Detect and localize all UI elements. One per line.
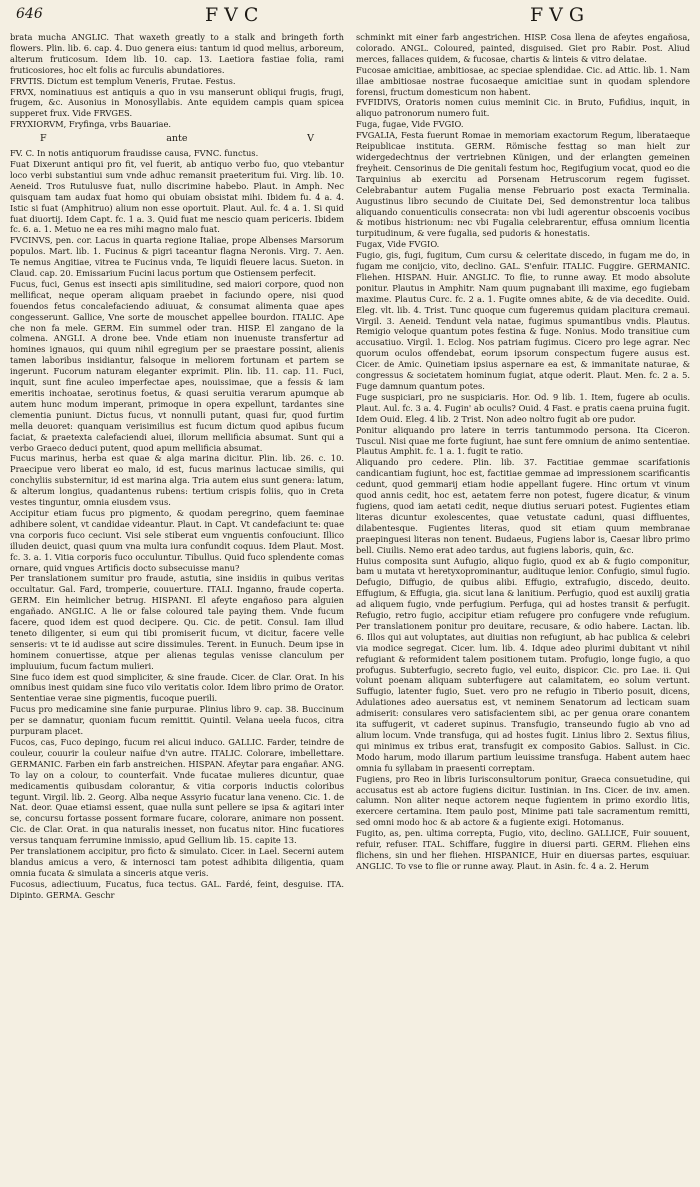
entry: Fuge suspiciari, pro ne suspiciaris. Hor. Od. 9 lib. 1. Item, fugere ab oculis. Plaut. Aul. fc. 3 a. 4. Fugin' ab oculis? Ouid. 4 Fast. e pratis caena pruina fugit. Idem Ouid. Eleg. 4 lib. 2 Trist. Non adeo noltro fugit ab ore pudor. <box>356 391 690 424</box>
entry: FVCINVS, pen. cor. Lacus in quarta regione Italiae, prope Albenses Marsorum populos. Mart. lib. 1. Fucinus & pigri taceantur flagna Neronis. Virg. 7. Aen. Te nemus Angitiae, vitrea te Fucinus vnda, Te liquidi fleuere lacus. Sueton. in Claud. cap. 20. Emissarium Fucini lacus portum que Ostiensem perfecit. <box>10 235 344 279</box>
entry: FVFIDIVS, Oratoris nomen cuius meminit Cic. in Bruto, Fufidius, inquit, in aliquo patronorum numero fuit. <box>356 97 690 119</box>
two-column-body <box>10 32 690 901</box>
right-column <box>356 32 690 901</box>
entry: Aliquando pro cedere. Plin. lib. 37. Factitiae gemmae scarifationis candicantiam fugiunt, hoc est, factitiae gemmae ad impressionem scarificantis cedunt, quod gemmarij etiam hodie appellant fugere. Hinc ortum vt vinum quod annis cedit, hoc est, aetatem ferre non potest, fugere dicatur, & vinum fugiens, quod iam aetati cedit, neque diutius seruari potest. Fugientes etiam literas dicuntur exolescentes, quae vetustate caduni, quasi diffluentes, dilabentesque. Fugientes literas, quod sit etiam quum membranae praepinguesi literas non tenent. Budaeus, Fugiens labor is, Caesar libro primo bell. Ciuilis. Nemo erat adeo tardus, aut fugiens laboris, quin, &c. <box>356 457 690 555</box>
page-header <box>10 6 690 28</box>
section-letter-right: V <box>307 133 314 145</box>
entry: Fucosae amicitiae, ambitiosae, ac speciae splendidae. Cic. ad Attic. lib. 1. Nam illae ambitiosae nostrae fucosaeque amicitiae sunt in quodam splendore forensi, fructum domesticum non habent. <box>356 64 690 97</box>
right-running-head: FVG <box>530 4 591 26</box>
entry: Huius composita sunt Aufugio, aliquo fugio, quod ex ab & fugio componitur, bam u mutata vt heretyxoprominantur, audituque lenior. Confugio, simul fugio. Defugio, Diffugio, de quibus alibi. Effugio, extrafugio, discedo, deuito. Effugium, & Effugia, gia. sicut lana & lanitium. Perfugio, quod est auxilij gratia ad aliquem fugio, vnde perfugium. Perfuga, qui ad hostes transit & perfugit. Refugio, retro fugio, accipitur etiam refugere pro confugere vnde refugium. Per translationem ponitur pro deuitare, recusare, & odio habere. Lactan. lib. 6. Illos qui aut voluptates, aut diuitias non refugiunt, ab hac publica & celebri via modice segregat. Cicer. lum. lib. 4. Idque adeo plurimi dubitant vt nihil refugiant & reformident talem positionem tutam. Profugio, longe fugio, a quo profugus. Subterfugio, secreto fugio, vel euito, dispicor. Cic. pro Lae. ii. Qui volunt poenam aliquam subterfugere aut calamitatem, eo solum vertunt. Suffugio, latenter fugio, Suet. vero pro ne refugio in Tiberio posuit, dicens, Adulationes adeo auersatus est, vt neminem Senatorum ad lecticam suam admiserit: consulares vero satisfacientem sibi, ac per genua orare conantem ita suffugerit, vt caderet supinus. Transfugio, transeundo fugio ab vno ad alium locum. Vnde transfuga, qui ad hostes fugit. Linius libro 2. Sextus filius, qui minimus ex tribus erat, transfugit ex composito Gabios. Sallust. in Cic. Modo harum, modo illarum partium leuissime transfuga. Habent autem haec omnia fu syllabam in praesenti correptam. <box>356 555 690 773</box>
entry: Fucus, fuci, Genus est insecti apis similitudine, sed maiori corpore, quod non mellificat, neque operam aliquam praebet in faciundo opere, nisi quod fouendos fetus concalefaciendo adiuuat, & consumat alimenta quae apes congesserunt. Gallice, Vne sorte de mouschet appellee bourdon. ITALIC. Ape che non fa mele. GERM. Ein summel oder tran. HISP. El zangano de la colmena. ANGLI. A drone bee. Vnde etiam non inuenuste transfertur ad homines ignauos, qui quum nihil egregium per se praestare possint, alienis tamen laboribus insidiantur, falsoque in meliorem fortunam et partem se ingerunt. Fucorum naturam eleganter exprimit. Plin. lib. 11. cap. 11. Fuci, inquit, sunt fine aculeo imperfectae apes, nouissimae, que a fessis & iam emeritis inchoatae, serotinus foetus, & quasi seruitia verarum apumque ab autem hunc modum imperant, primoque in opera expellunt, tardantes sine clementia puniunt. Dictus fucus, vt nonnulli putant, quasi fur, quod furtim mella deuoret: quanquam verisimilius est fucum dictum quod apibus fucum faciat, & praetexta calefaciendi aluei, illorum mellificia absumat. Sunt qui a verbo Graeco deduci putent, quod apum mellificia absumat. <box>10 278 344 453</box>
entry: Fugiens, pro Reo in libris Iurisconsultorum ponitur, Graeca consuetudine, qui accusatus est ab actore fugiens dicitur. Iustinian. in Ins. Cicer. de inv. amen. calumn. Non aliter neque actorem neque fugientem in primo exordio litis, exercere certamina. Item paulo post, Minime pati tale sacramentum remitti, sed omni modo hoc & ab actore & a fugiente exigi. Hotomanus. <box>356 773 690 828</box>
entry: Fucus pro medicamine sine fanie purpurae. Plinius libro 9. cap. 38. Buccinum per se damnatur, quoniam fucum remittit. Quintil. Velana ueela fucos, citra purpuram placet. <box>10 704 344 737</box>
entry: Per translationem sumitur pro fraude, astutia, sine insidiis in quibus veritas occultatur. Gal. Fard, tromperie, couuerture. ITALI. Inganno, fraude coperta. GERM. Ein heimlicher betrug. HISPANI. El afeyte engañoso para alguien engañado. ANGLIC. A lie or false coloured tale paying them. Vnde fucum facere, quod idem est quod decipere. Qu. Cic. de petit. Consul. Iam illud teneto diligenter, si eum qui tibi promiserit fucum, vt dicitur, facere velle senseris: vt te id audisse aut scire dissimules. Terent. in Eunuch. Deum ipse in hominem conuertisse, atque per alienas tegulas venisse clanculum per impluuium, fucum factum mulieri. <box>10 573 344 671</box>
entry: Fugax, Vide FVGIO. <box>356 239 440 250</box>
entry: FVGALIA, Festa fuerunt Romae in memoriam exactorum Regum, liberataeque Reipublicae instituta. GERM. Römische festtag so man hielt zur widergedechtnus der vertriebnen Künigen, und der erlangten gemeinen freyheit. Censorinus de Die genitali festum hoc, Regifugium vocat, quod eo die Tarquinius ab exercitu ad Porsenam Hetruscorum regem fugisset. Celebrabantur autem Fugalia mense Februario post exacta Terminalia. Augustinus libro secundo de Ciuitate Dei, Sed demonstrentur loca talibus aliquando conuenticulis consecrata: non vbi ludi agerentur obscoenis vocibus & motibus histrionum: nec vbi Fugalia celebrarentur, effusa omnium licentia turpitudinum, & vere fugalia, sed pudoris & honestatis. <box>356 130 690 239</box>
section-ante: ante <box>166 133 188 145</box>
section-divider <box>10 134 344 145</box>
entry: Fugio, gis, fugi, fugitum, Cum cursu & celeritate discedo, in fugam me do, in fugam me conijcio, vito, declino. GAL. S'enfuir. ITALIC. Fuggire. GERMANIC. Fliehen. HISPAN. Huir. ANGLIC. To flie, to runne away. Et modo absolute ponitur. Plautus in Amphitr. Nam quum pugnabant illi maxime, ego fugiebam maxime. Plautus Curc. fc. 2 a. 1. Fugite omnes abite, & de via decedite. Ouid. Eleg. vlt. lib. 4. Trist. Tunc quoque cum fugeremus quidam placitura cremaui. Virgil. 3. Aeneid. Tendunt vela natae, fugimus spumantibus vndis. Plautus. Remigio veloque quantum potes festina & fuge. Nonius. Modo transitiue cum accusatiuo. Virgil. 1. Eclog. Nos patriam fugimus. Cicero pro lege agrar. Nec quorum oculos offendebat, eorum ipsorum conspectum fugere ausus est. Cicer. de Amic. Quinetiam ipsius aspernare ea est, & immanitate naturae, & congressus & societatem hominum fugiat, atque oderit. Plaut. Men. fc. 2 a. 5. Fuge damnum quantum potes. <box>356 250 690 391</box>
left-column <box>10 32 344 901</box>
entry: FRYXIORVM, Fryfinga, vrbs Bauariae. <box>10 119 172 130</box>
entry: Fucus marinus, herba est quae & alga marina dicitur. Plin. lib. 26. c. 10. Praecipue vero liberat eo malo, id est, fucus marinus lactucae similis, qui conchyliis substernitur, id est marina alga. Tria autem eius sunt genera: latum, & alterum longius, quadantenus rubens: tertium crispis foliis, quo in Creta vestes tinguntur, omnia eiusdem vsus. <box>10 453 344 508</box>
entry: Fucos, cas, Fuco depingo, fucum rei alicui induco. GALLIC. Farder, teindre de couleur, couurir la couleur naifue d'vn autre. ITALIC. Colorare, imbellettare. GERMANIC. Farben ein farb anstreichen. HISPAN. Afeytar para engañar. ANG. To lay on a colour, to counterfait. Vnde fucatae mulieres dicuntur, quae medicamentis quibusdam colorantur, & vitia corporis inductis coloribus tegunt. Virgil. lib. 2. Georg. Alba neque Assyrio fucatur lana veneno. Cic. 1. de Nat. deor. Quae etiamsi essent, quae nulla sunt pellere se ipsa & agitari inter se, concursu fortasse possent formare fucare, colorare, animare non possent. Cic. de Clar. Orat. in qua naturalis inesset, non fucatus nitor. Hinc fucatiores versus tanquam ferrumine inmissio, apud Gellium lib. 15. capite 13. <box>10 737 344 846</box>
entry: schminkt mit einer farb angestrichen. HISP. Cosa llena de afeytes engañosa, colorado. ANGL. Coloured, painted, disguised. Giet pro Rabir. Post. Aliud merces, fallaces quidem, & fucosae, chartis & linteis & vitro delatae. <box>356 32 690 64</box>
entry: FV. C. In notis antiquorum fraudisse causa, FVNC. functus. <box>10 148 259 159</box>
page-number: 646 <box>16 6 43 22</box>
section-letter-left: F <box>40 133 47 145</box>
entry: Accipitur etiam fucus pro pigmento, & quodam peregrino, quem faeminae adhibere solent, vt candidae videantur. Plaut. in Capt. Vt candefaciunt te: quae vna corporis fuco ceciunt. Visi sele stiberat eum vnguentis confouciunt. Illico illuden deuict, quasi quum vna multa iura confundit coquus. Idem Plaut. Most. fc. 3. a. 1. Vitia corporis fuco occuluntur. Tibullus. Quid fuco splendente comas ornare, quid vngues Artificis docto subsecuisse manu? <box>10 507 344 573</box>
entry: Per translationem accipitur, pro ficto & simulato. Cicer. in Lael. Secerni autem blandus amicus a vero, & internosci tam potest adhibita diligentia, quam omnia fucata & simulata a sinceris atque veris. <box>10 846 344 878</box>
entry: Sine fuco idem est quod simpliciter, & sine fraude. Cicer. de Clar. Orat. In his omnibus inest quidam sine fuco vilo veritatis color. Idem libro primo de Orator. Sententiae verae sine pigmentis, fucoque puerili. <box>10 671 344 704</box>
entry: Fucosus, adiectiuum, Fucatus, fuca tectus. GAL. Fardé, feint, desguise. ITA. Dipinto. GERMA. Geschr <box>10 878 344 900</box>
entry: Fuat Dixerunt antiqui pro fit, vel fuerit, ab antiquo verbo fuo, quo vtebantur loco verbi substantiui sum vnde adhuc remansit praeteritum fui. Virg. lib. 10. Aeneid. Tros Rutulusve fuat, nullo discrimine habebo. Plaut. in Amph. Nec quisquam tam audax fuat homo qui obuiam obsistat mihi. Ibidem fu. 4 a. 4. Istic si fuat (Amphitruo) alium non esse oportuit. Plaut. Aul. fc. 4 a. 1. Si quid fuat diuortij. Idem Capt. fc. 1 a. 3. Quid fuat me nescio quam periceris. Ibidem fc. 6. a. 1. Metuo ne ea res mihi magno malo fuat. <box>10 158 344 235</box>
entry: FRVX, nominatiuus est antiquis a quo in vsu manserunt obliqui frugis, frugi, frugem, &c. Ausonius in Monosyllabis. Ante equidem campis quam spicea supperet frux. Vide FRVGES. <box>10 86 344 119</box>
entry: Fuga, fugae, Vide FVGIO. <box>356 119 464 130</box>
entry: brata mucha ANGLIC. That waxeth greatly to a stalk and bringeth forth flowers. Plin. lib. 6. cap. 4. Duo genera eius: tantum id quod melius, arboreum, alterum fruticosum. Idem lib. 10. cap. 13. Laetiora fastiae folia, rami fruticosiores, hoc elt folis ac furculis abundatiores. <box>10 32 344 75</box>
entry: Ponitur aliquando pro latere in terris tantummodo persona. Ita Ciceron. Tuscul. Nisi quae me forte fugiunt, hae sunt fere omnium de animo sententiae. Plautus Amphit. fc. 1 a. 1. fugit te ratio. <box>356 424 690 457</box>
left-running-head: FVC <box>205 4 265 26</box>
entry: FRVTIS. Dictum est templum Veneris, Frutae. Festus. <box>10 75 236 86</box>
entry: Fugito, as, pen. ultima correpta, Fugio, vito, declino. GALLICE, Fuir souuent, refuir, refuser. ITAL. Schiffare, fuggire in diuersi parti. GERM. Fliehen eins flichens, sin und her fliehen. HISPANICE, Huir en diuersas partes, esquiuar. ANGLIC. To vse to flie or runne away. Plaut. in Asin. fc. 4 a. 2. Herum <box>356 828 690 871</box>
